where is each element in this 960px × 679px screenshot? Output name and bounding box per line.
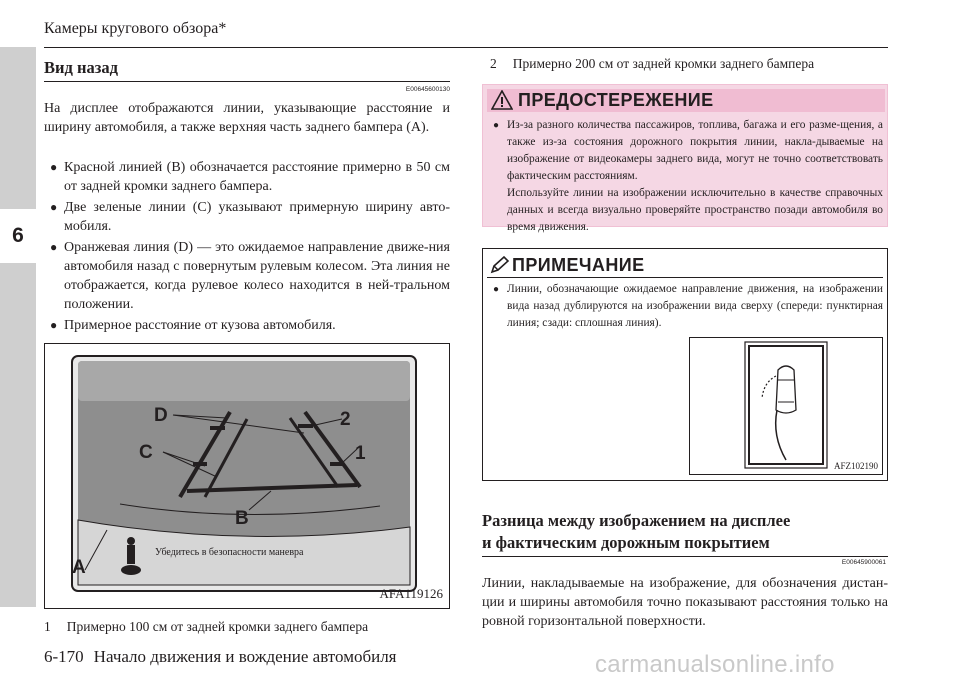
figure-code: AFA119126 [379, 586, 443, 601]
top-view-figure [689, 337, 883, 475]
note-box [482, 248, 888, 481]
page-footer [44, 647, 397, 667]
section-title-line: и фактическим дорожным покрытием [482, 533, 770, 552]
caption-2 [490, 56, 814, 72]
warning-box [482, 84, 888, 233]
bullet-item: ● Примерное расстояние от кузова автомобиля. [44, 316, 450, 335]
label-2: 2 [340, 409, 351, 430]
page-header-title: Камеры кругового обзора* [44, 20, 227, 37]
caption-number: 2 [490, 56, 497, 71]
safety-message: Убедитесь в безопасности маневра [155, 547, 304, 558]
chapter-tab [0, 209, 36, 263]
warning-text [491, 117, 883, 236]
bullet-item: ● Оранжевая линия (D) — это ожидаемое направление движе-ния автомобиля назад с повернутым рулевым колесом. Эта линия не отображается, когда рулевое колесо находится в ней-тральном положении. [44, 238, 450, 314]
bullet-item: ● Красной линией (B) обозначается расстояние примерно в 50 см от задней кромки заднего бампера. [44, 158, 450, 196]
label-d: D [154, 405, 168, 426]
warning-header [487, 89, 885, 112]
watermark: carmanualsonline.info [595, 651, 835, 678]
note-paragraph: Линии, обозначающие ожидаемое направление движения, на изображении вида назад дублируются на изображении вида сверху (спереди: пунктирная линия; сзади: сплошная линия). [507, 283, 883, 329]
footer-text: Начало движения и вождение автомобиля [93, 647, 397, 666]
label-c: C [139, 442, 153, 463]
note-pencil-icon [490, 256, 510, 274]
chapter-number: 6 [12, 224, 24, 247]
caption-1 [44, 619, 368, 635]
rear-camera-figure [44, 343, 450, 609]
section-code: E00645600130 [405, 86, 450, 93]
page-number: 6-170 [44, 647, 84, 666]
note-header [487, 253, 883, 278]
intro-paragraph: На дисплее отображаются линии, указывающие расстояние и ширину автомобиля, а также верхняя часть заднего бампера (A). [44, 101, 450, 135]
bullet-icon: ● [493, 120, 500, 131]
label-b: B [235, 508, 249, 529]
note-title: ПРИМЕЧАНИЕ [512, 255, 645, 275]
section-title-difference [482, 510, 888, 557]
label-a: A [72, 557, 86, 578]
top-view-illustration [690, 338, 884, 476]
note-text [491, 281, 883, 332]
bullet-icon: ● [493, 284, 500, 295]
label-1: 1 [355, 443, 366, 464]
section-title-rear-view: Вид назад [44, 58, 450, 82]
section-title-line: Разница между изображением на дисплее [482, 511, 791, 530]
chapter-sidebar [0, 47, 36, 607]
caption-text: Примерно 200 см от задней кромки заднего бампера [512, 56, 815, 71]
difference-paragraph: Линии, накладываемые на изображение, для обозначения дистан-ции и ширины автомобиля точно показывают расстояния только на ровной горизонтальной поверхности. [482, 576, 888, 629]
warning-paragraph-1: Из-за разного количества пассажиров, топлива, багажа и его разме-щения, а также из-за состояния дорожного покрытия линии, накла-дываемые на изображение от видеокамеры заднего вида, могут не точно соответствовать фактическим расстояниям. [507, 119, 883, 182]
rear-camera-illustration [45, 344, 451, 610]
warning-paragraph-2: Используйте линии на изображении исключительно в качестве справочных данных и всегда визуально проверяйте пространство позади автомобиля во время движения. [507, 187, 883, 233]
figure-code: AFZ102190 [833, 461, 878, 471]
caption-text: Примерно 100 см от задней кромки заднего бампера [66, 619, 369, 634]
bullet-list [44, 158, 450, 337]
section-code: E00645900061 [841, 559, 886, 566]
header-divider [44, 47, 888, 48]
warning-triangle-icon [491, 90, 513, 110]
warning-title: ПРЕДОСТЕРЕЖЕНИЕ [518, 90, 714, 110]
caption-number: 1 [44, 619, 51, 634]
bullet-item: ● Две зеленые линии (C) указывают примерную ширину авто-мобиля. [44, 198, 450, 236]
